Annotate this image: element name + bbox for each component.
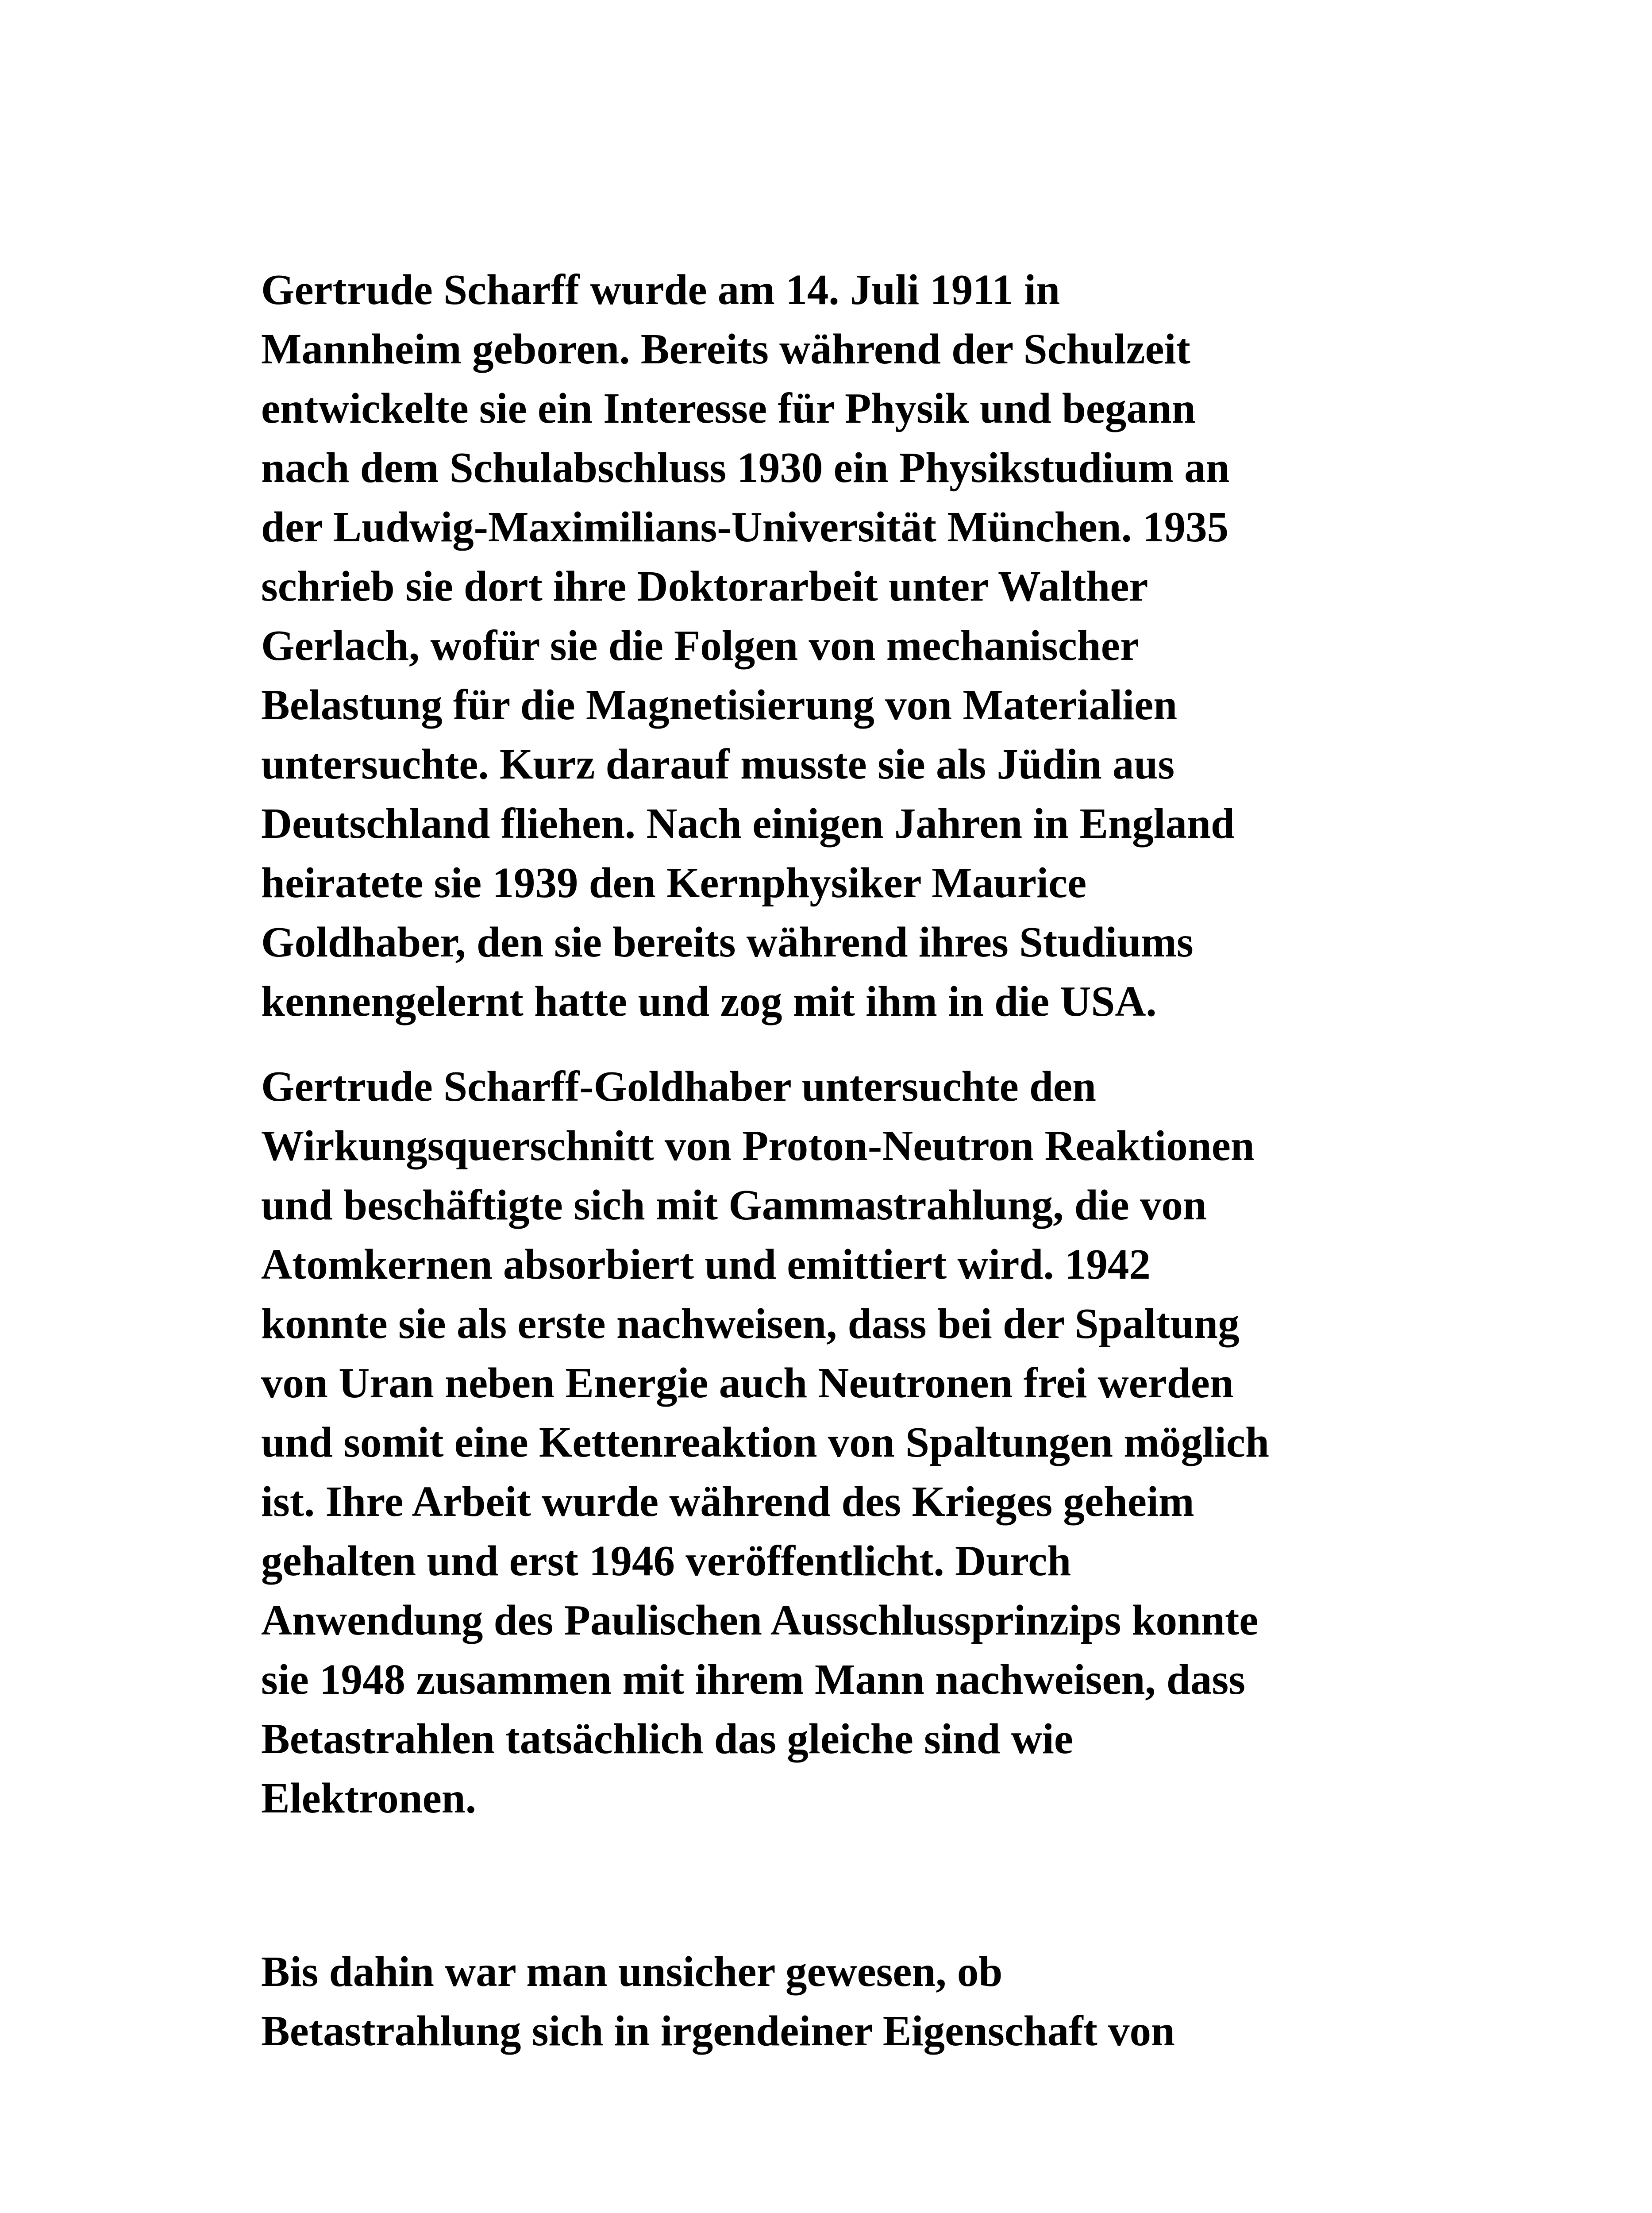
text-line: konnte sie als erste nachweisen, dass bei der Spaltung bbox=[261, 1300, 1240, 1347]
text-line: gehalten und erst 1946 veröffentlicht. Durch bbox=[261, 1537, 1071, 1585]
text-line: Betastrahlen tatsächlich das gleiche sind wie bbox=[261, 1715, 1073, 1762]
text-line: Gertrude Scharff-Goldhaber untersuchte den bbox=[261, 1063, 1096, 1110]
text-line: nach dem Schulabschluss 1930 ein Physikstudium an bbox=[261, 444, 1230, 491]
text-line: Gertrude Scharff wurde am 14. Juli 1911 in bbox=[261, 266, 1060, 313]
text-line: von Uran neben Energie auch Neutronen frei werden bbox=[261, 1359, 1234, 1407]
text-line: und beschäftigte sich mit Gammastrahlung, die von bbox=[261, 1181, 1207, 1229]
text-line: schrieb sie dort ihre Doktorarbeit unter Walther bbox=[261, 563, 1148, 610]
text-line: Belastung für die Magnetisierung von Materialien bbox=[261, 681, 1178, 729]
text-line: Wirkungsquerschnitt von Proton-Neutron Reaktionen bbox=[261, 1122, 1255, 1169]
paragraph-beta-radiation bbox=[261, 1942, 1456, 2061]
text-line: untersuchte. Kurz darauf musste sie als Jüdin aus bbox=[261, 740, 1175, 788]
text-line: Elektronen. bbox=[261, 1774, 476, 1822]
text-line: kennengelernt hatte und zog mit ihm in die USA. bbox=[261, 978, 1157, 1025]
text-line: Betastrahlung sich in irgendeiner Eigenschaft von bbox=[261, 2007, 1175, 2055]
text-line: Bis dahin war man unsicher gewesen, ob bbox=[261, 1948, 1003, 1995]
paragraph-biography-early-life bbox=[261, 260, 1456, 1031]
paragraph-research bbox=[261, 1057, 1456, 1828]
text-line: Deutschland fliehen. Nach einigen Jahren in England bbox=[261, 800, 1235, 847]
text-line: und somit eine Kettenreaktion von Spaltungen möglich bbox=[261, 1419, 1269, 1466]
text-line: Mannheim geboren. Bereits während der Schulzeit bbox=[261, 325, 1190, 373]
text-line: Gerlach, wofür sie die Folgen von mechanischer bbox=[261, 622, 1139, 669]
text-line: Anwendung des Paulischen Ausschlussprinzips konnte bbox=[261, 1596, 1259, 1644]
text-line: ist. Ihre Arbeit wurde während des Krieges geheim bbox=[261, 1478, 1194, 1525]
text-line: entwickelte sie ein Interesse für Physik und begann bbox=[261, 385, 1196, 432]
text-line: Goldhaber, den sie bereits während ihres Studiums bbox=[261, 918, 1194, 966]
text-line: sie 1948 zusammen mit ihrem Mann nachweisen, dass bbox=[261, 1656, 1245, 1703]
text-line: heiratete sie 1939 den Kernphysiker Maurice bbox=[261, 859, 1087, 906]
text-line: der Ludwig-Maximilians-Universität München. 1935 bbox=[261, 503, 1229, 551]
text-line: Atomkernen absorbiert und emittiert wird. 1942 bbox=[261, 1241, 1151, 1288]
